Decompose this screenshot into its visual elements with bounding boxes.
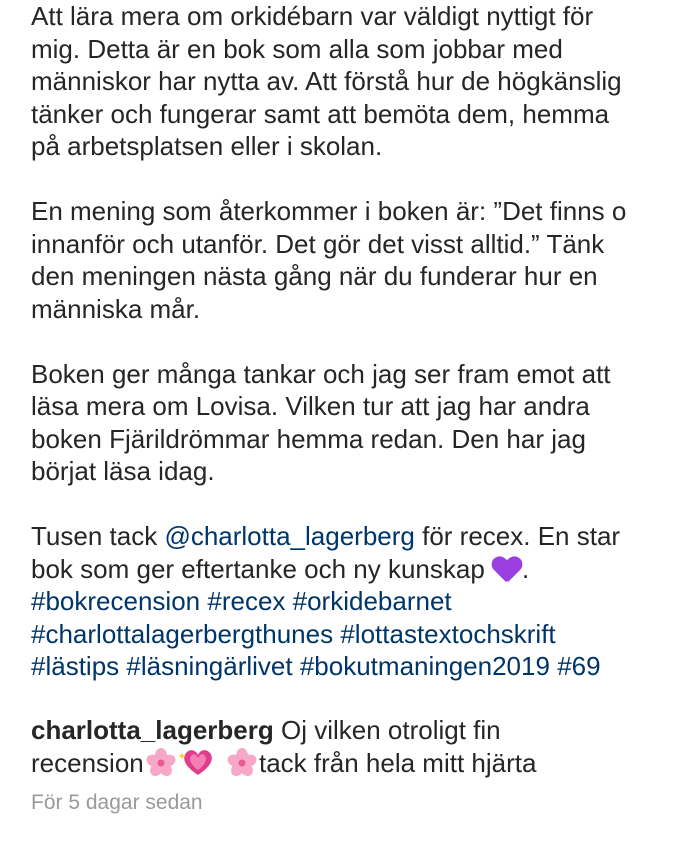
comment-text: tack från hela mitt hjärta [258, 747, 537, 778]
caption-line: den meningen nästa gång när du funderar hur en [31, 261, 598, 291]
caption-line: boken Fjärildrömmar hemma redan. Den har jag [31, 423, 586, 454]
post-caption [31, 0, 680, 683]
caption-text: bok som ger eftertanke och ny kunskap [31, 553, 493, 584]
caption-line: läsa mera om Lovisa. Vilken tur att jag har andra [31, 391, 590, 421]
paragraph-gap [31, 163, 680, 196]
caption-line: människa mår. [31, 293, 201, 324]
hashtag-link[interactable]: #orkidebarnet [292, 586, 452, 616]
caption-line: människor har nytta av. Att förstå hur de högkänslig [31, 66, 622, 96]
hashtag-line [31, 650, 680, 683]
comment-line [31, 714, 680, 747]
caption-line: börjat läsa idag. [31, 456, 215, 486]
hashtag-link[interactable]: #bokrecension [31, 586, 201, 616]
caption-line: tänker och fungerar samt att bemöta dem, hemma [31, 98, 610, 129]
caption-line: Boken ger många tankar och jag ser fram emot att [31, 358, 611, 389]
caption-line: En mening som återkommer i boken är: ”Det finns o [31, 196, 627, 226]
comment-line [31, 747, 680, 780]
comment-text: Oj vilken otroligt fin [273, 715, 501, 745]
mention-link[interactable]: @charlotta_lagerberg [164, 521, 415, 551]
hashtag-line [31, 618, 680, 651]
cherry-blossom-icon [225, 748, 259, 778]
sparkling-heart-icon [178, 748, 218, 778]
hashtag-link[interactable]: #bokutmaningen2019 [299, 651, 550, 681]
purple-heart-icon [492, 555, 522, 583]
caption-line: innanför och utanför. Det gör det visst alltid.” Tänk [31, 228, 605, 259]
caption-line [31, 520, 680, 553]
caption-line [31, 553, 680, 586]
paragraph-gap [31, 325, 680, 358]
caption-text: . [522, 553, 530, 584]
hashtag-link[interactable]: #69 [557, 651, 601, 681]
caption-text: Tusen tack [31, 521, 165, 551]
comment-timestamp: För 5 dagar sedan [31, 791, 203, 814]
paragraph-gap [31, 488, 680, 521]
hashtag-link[interactable]: #lästips [31, 651, 120, 681]
caption-line: på arbetsplatsen eller i skolan. [31, 131, 383, 161]
caption-line: mig. Detta är en bok som alla som jobbar med [31, 33, 563, 64]
cherry-blossom-icon [144, 748, 178, 778]
hashtag-link[interactable]: #charlottalagerbergthunes [31, 618, 334, 649]
hashtag-link[interactable]: #läsningärlivet [126, 651, 293, 681]
hashtag-link[interactable]: #recex [207, 586, 286, 616]
comment-username[interactable]: charlotta_lagerberg [31, 715, 274, 745]
caption-line: Att lära mera om orkidébarn var väldigt nyttigt för [31, 1, 594, 31]
comment-text: recension [31, 747, 144, 778]
hashtag-link[interactable]: #lottastextochskrift [340, 618, 556, 649]
caption-text: för recex. En star [414, 521, 621, 551]
hashtag-line [31, 585, 680, 618]
comment [31, 714, 680, 779]
